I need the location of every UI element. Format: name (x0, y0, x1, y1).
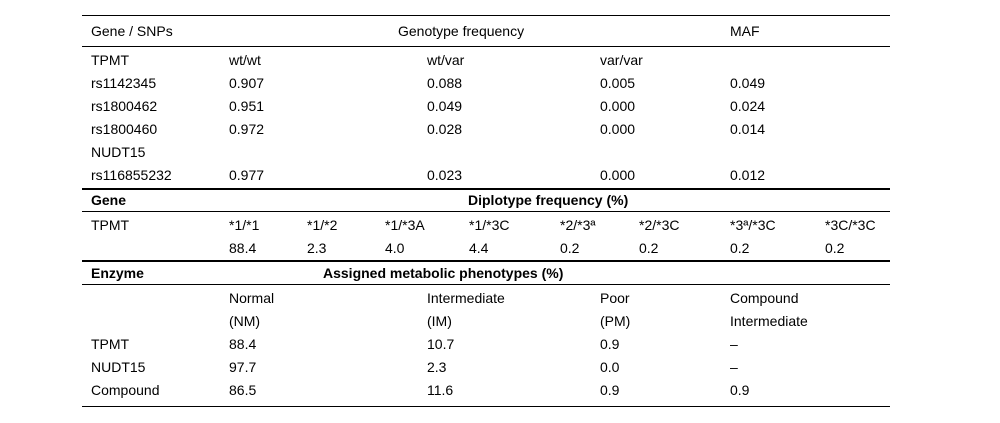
phenotype-col-abbrev: (NM) (229, 313, 261, 329)
phenotype-header-enzyme: Enzyme (91, 265, 144, 281)
header-maf: MAF (730, 23, 760, 39)
phenotype-header-rule (82, 284, 890, 285)
section-rule-diplotype (82, 188, 890, 190)
cell-compound-intermediate: – (730, 336, 738, 352)
diplotype-gene: TPMT (91, 217, 130, 233)
phenotype-col-abbrev: (PM) (600, 313, 631, 329)
cell-wt-wt: 0.951 (229, 98, 265, 114)
diplotype-header-gene: Gene (91, 192, 127, 208)
diplotype-value: 4.4 (469, 240, 489, 256)
cell-var-var: 0.000 (600, 167, 636, 183)
diplotype-header-title: Diplotype frequency (%) (468, 192, 629, 208)
cell-maf: 0.024 (730, 98, 766, 114)
row-label: rs1142345 (91, 75, 157, 91)
cell-wt-var: 0.088 (427, 75, 463, 91)
cell-intermediate: 11.6 (427, 382, 454, 398)
cell-wt-var: 0.049 (427, 98, 463, 114)
cell-poor: 0.0 (600, 359, 620, 375)
results-table (82, 0, 890, 423)
cell-intermediate: 2.3 (427, 359, 447, 375)
phenotype-col-label: Intermediate (427, 290, 505, 306)
cell-intermediate: 10.7 (427, 336, 455, 352)
diplotype-value: 0.2 (560, 240, 580, 256)
diplotype-type: *2/*3C (639, 217, 680, 233)
header-rule (82, 46, 890, 47)
cell-wt-wt: wt/wt (229, 52, 261, 68)
diplotype-type: *3C/*3C (825, 217, 876, 233)
phenotype-col-abbrev: (IM) (427, 313, 452, 329)
cell-wt-var: wt/var (427, 52, 465, 68)
diplotype-value: 0.2 (825, 240, 845, 256)
diplotype-value: 0.2 (730, 240, 750, 256)
row-label: NUDT15 (91, 144, 146, 160)
cell-maf: 0.049 (730, 75, 766, 91)
diplotype-type: *1/*3A (385, 217, 425, 233)
cell-var-var: 0.005 (600, 75, 636, 91)
phenotype-col-label: Normal (229, 290, 275, 306)
phenotype-col-abbrev: Intermediate (730, 313, 808, 329)
header-genotype-frequency: Genotype frequency (398, 23, 525, 39)
cell-compound-intermediate: 0.9 (730, 382, 750, 398)
cell-wt-wt: 0.972 (229, 121, 265, 137)
cell-wt-var: 0.023 (427, 167, 463, 183)
section-rule-phenotype (82, 260, 890, 262)
row-label: TPMT (91, 52, 130, 68)
diplotype-type: *2/*3ª (560, 217, 596, 233)
cell-poor: 0.9 (600, 336, 620, 352)
diplotype-value: 88.4 (229, 240, 257, 256)
bottom-rule (82, 406, 890, 407)
diplotype-value: 4.0 (385, 240, 405, 256)
phenotype-col-label: Poor (600, 290, 630, 306)
row-label: Compound (91, 382, 160, 398)
cell-var-var: var/var (600, 52, 643, 68)
diplotype-value: 2.3 (307, 240, 327, 256)
row-label: rs116855232 (91, 167, 172, 183)
row-label: NUDT15 (91, 359, 146, 375)
cell-normal: 88.4 (229, 336, 257, 352)
cell-wt-var: 0.028 (427, 121, 463, 137)
cell-var-var: 0.000 (600, 121, 636, 137)
row-label: TPMT (91, 336, 130, 352)
cell-normal: 97.7 (229, 359, 257, 375)
row-label: rs1800462 (91, 98, 158, 114)
top-rule (82, 15, 890, 16)
diplotype-type: *1/*2 (307, 217, 338, 233)
header-gene-snps: Gene / SNPs (91, 23, 173, 39)
cell-normal: 86.5 (229, 382, 257, 398)
diplotype-type: *3ª/*3C (730, 217, 776, 233)
phenotype-col-label: Compound (730, 290, 799, 306)
cell-compound-intermediate: – (730, 359, 738, 375)
cell-maf: 0.014 (730, 121, 766, 137)
cell-wt-wt: 0.977 (229, 167, 265, 183)
cell-poor: 0.9 (600, 382, 620, 398)
cell-maf: 0.012 (730, 167, 766, 183)
row-label: rs1800460 (91, 121, 158, 137)
cell-wt-wt: 0.907 (229, 75, 265, 91)
diplotype-value: 0.2 (639, 240, 659, 256)
diplotype-type: *1/*3C (469, 217, 510, 233)
cell-var-var: 0.000 (600, 98, 636, 114)
diplotype-type: *1/*1 (229, 217, 260, 233)
diplotype-header-rule (82, 211, 890, 212)
phenotype-header-title: Assigned metabolic phenotypes (%) (323, 265, 564, 281)
